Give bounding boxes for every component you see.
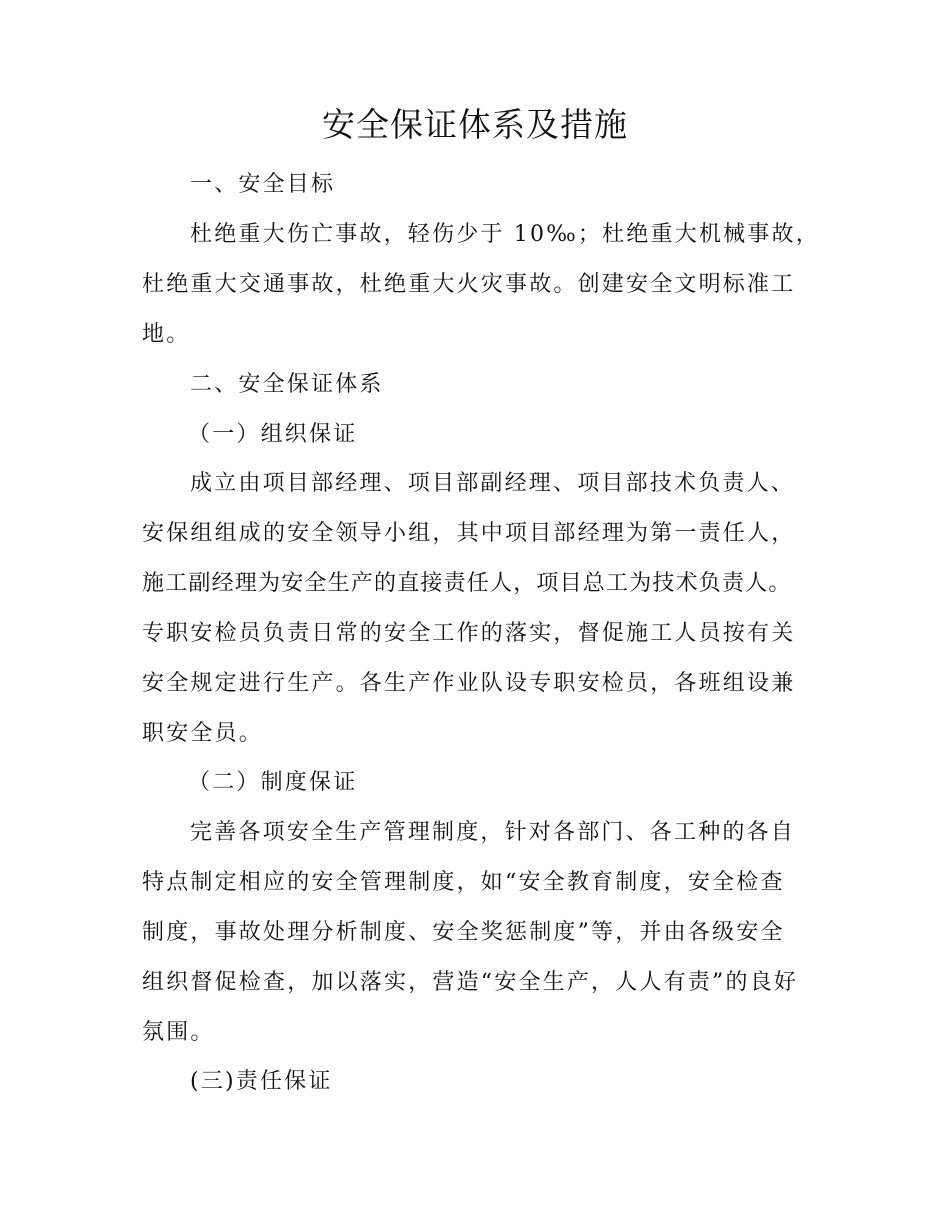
paragraph-line: 专职安检员负责日常的安全工作的落实，督促施工人员按有关 xyxy=(142,621,796,646)
paragraph-line: 组织督促检查，加以落实，营造“安全生产，人人有责”的良好 xyxy=(142,970,799,995)
subsection-heading-responsibility: (三)责任保证 xyxy=(190,1069,333,1094)
paragraph-line: 制度，事故处理分析制度、安全奖惩制度”等，并由各级安全 xyxy=(142,920,785,945)
section-heading-safety-system: 二、安全保证体系 xyxy=(190,372,384,397)
paragraph-line: 地。 xyxy=(142,322,191,347)
subsection-heading-system: （二）制度保证 xyxy=(188,770,358,795)
page-title: 安全保证体系及措施 xyxy=(322,105,628,144)
section-heading-safety-goal: 一、安全目标 xyxy=(190,172,336,197)
paragraph-line: 氛围。 xyxy=(142,1020,215,1045)
paragraph-line: 成立由项目部经理、项目部副经理、项目部技术负责人、 xyxy=(190,471,796,496)
paragraph-line: 职安全员。 xyxy=(142,721,264,746)
paragraph-line: 特点制定相应的安全管理制度，如“安全教育制度，安全检查 xyxy=(142,870,785,895)
paragraph-line: 安全规定进行生产。各生产作业队设专职安检员，各班组设兼 xyxy=(142,671,796,696)
paragraph-line: 杜绝重大伤亡事故，轻伤少于 10‰；杜绝重大机械事故， xyxy=(190,222,820,247)
paragraph-line: 完善各项安全生产管理制度，针对各部门、各工种的各自 xyxy=(190,820,796,845)
paragraph-line: 施工副经理为安全生产的直接责任人，项目总工为技术负责人。 xyxy=(142,571,792,596)
subsection-heading-organization: （一）组织保证 xyxy=(188,422,358,447)
paragraph-line: 杜绝重大交通事故，杜绝重大火灾事故。创建安全文明标准工 xyxy=(142,272,796,297)
paragraph-line: 安保组组成的安全领导小组，其中项目部经理为第一责任人， xyxy=(142,521,796,546)
